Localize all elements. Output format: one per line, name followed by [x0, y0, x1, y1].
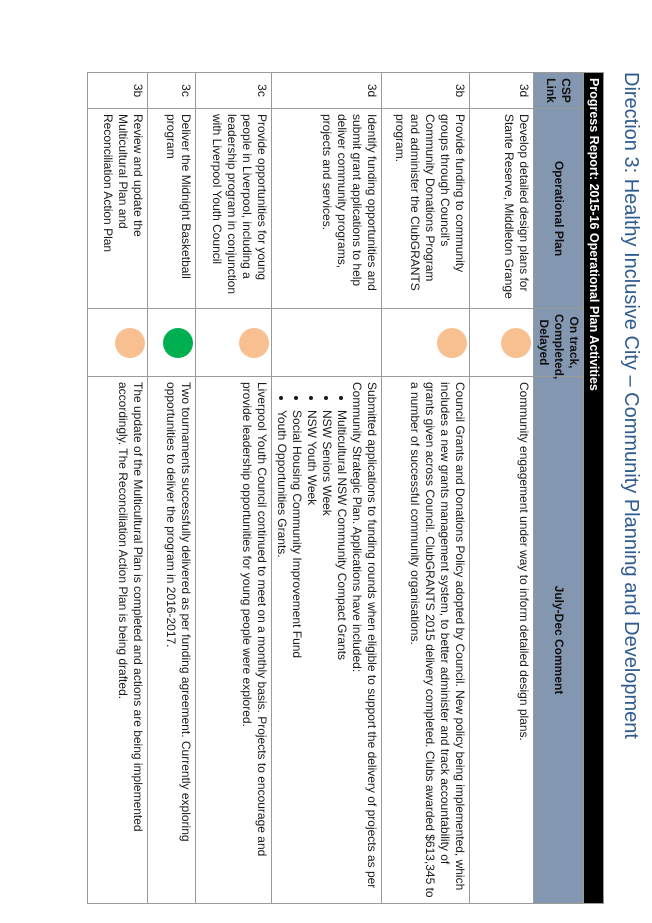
status-cell: [196, 309, 272, 377]
csp-link-cell: 3d: [272, 73, 382, 109]
list-item: • Social Housing Community Improvement Fund: [289, 410, 304, 898]
list-item: • Youth Opportunities Grants.: [274, 410, 289, 898]
status-cell: [470, 309, 534, 377]
table-row: [196, 73, 272, 904]
csp-link-cell: 3b: [382, 73, 470, 109]
table-row: [470, 73, 534, 904]
progress-report-table: [87, 72, 604, 904]
csp-link-cell: 3c: [148, 73, 196, 109]
csp-link-cell: 3b: [88, 73, 148, 109]
comment-cell: Two tournaments successfully delivered as per funding agreement. Currently exploring opportunities to deliver the program in 2016-2017.: [148, 377, 196, 904]
status-delayed-indicator: [437, 328, 467, 358]
plan-cell: Provide funding to community groups through Council's Community Donations Program and administer the ClubGRANTS program.: [382, 109, 470, 309]
plan-cell: Develop detailed design plans for Stante Reserve, Middleton Grange: [470, 109, 534, 309]
status-cell: [382, 309, 470, 377]
list-item: • Multicultural NSW Community Compact Grants: [334, 410, 349, 898]
plan-cell: Identify funding opportunities and submit grant applications to help deliver community programs, projects and services.: [272, 109, 382, 309]
applications-list: [274, 382, 349, 898]
list-item: • NSW Seniors Week: [319, 410, 334, 898]
table-row: [88, 73, 148, 904]
csp-link-cell: 3d: [470, 73, 534, 109]
status-completed-indicator: [163, 328, 193, 358]
header-status: On track, Completed, Delayed: [534, 309, 584, 377]
plan-cell: Deliver the Midnight Basketball program: [148, 109, 196, 309]
plan-cell: Review and update the Multicultural Plan and Reconciliation Action Plan: [88, 109, 148, 309]
page-title: Direction 3: Healthy Inclusive City – Community Planning and Development: [620, 72, 642, 739]
comment-cell: Council Grants and Donations Policy adopted by Council. New policy being implemented, which includes a new grants management system, to better administer and track accountability of grants given across Council. ClubGRANTS 2015 delivery completed. Clubs awarded $613,345 to a number of successful community organisations.: [382, 377, 470, 904]
comment-cell: [272, 377, 382, 904]
comment-cell: Liverpool Youth Council continued to meet on a monthly basis. Projects to encourage and provide leadership opportunities for young people were explored.: [196, 377, 272, 904]
table-row: [382, 73, 470, 904]
table-row: [272, 73, 382, 904]
header-comment: July-Dec Comment: [534, 377, 584, 904]
table-row: [148, 73, 196, 904]
comment-text: Submitted applications to funding rounds when eligible to support the delivery of projects as per Community Strategic Plan. Applications have included:: [350, 382, 379, 889]
comment-cell: The update of the Multicultural Plan is completed and actions are being implemented accordingly. The Reconciliation Action Plan is being drafted.: [88, 377, 148, 904]
status-delayed-indicator: [501, 328, 531, 358]
table-banner: Progress Report: 2015-16 Operational Plan Activities: [584, 73, 604, 904]
comment-cell: Community engagement under way to inform detailed design plans.: [470, 377, 534, 904]
list-item: • NSW Youth Week: [304, 410, 319, 898]
status-delayed-indicator: [239, 328, 269, 358]
status-delayed-indicator: [115, 328, 145, 358]
status-cell: [148, 309, 196, 377]
status-cell: [272, 309, 382, 377]
status-cell: [88, 309, 148, 377]
plan-cell: Provide opportunities for young people in Liverpool, including a leadership program in conjunction with Liverpool Youth Council: [196, 109, 272, 309]
header-operational-plan: Operational Plan: [534, 109, 584, 309]
csp-link-cell: 3c: [196, 73, 272, 109]
header-csp-link: CSP Link: [534, 73, 584, 109]
